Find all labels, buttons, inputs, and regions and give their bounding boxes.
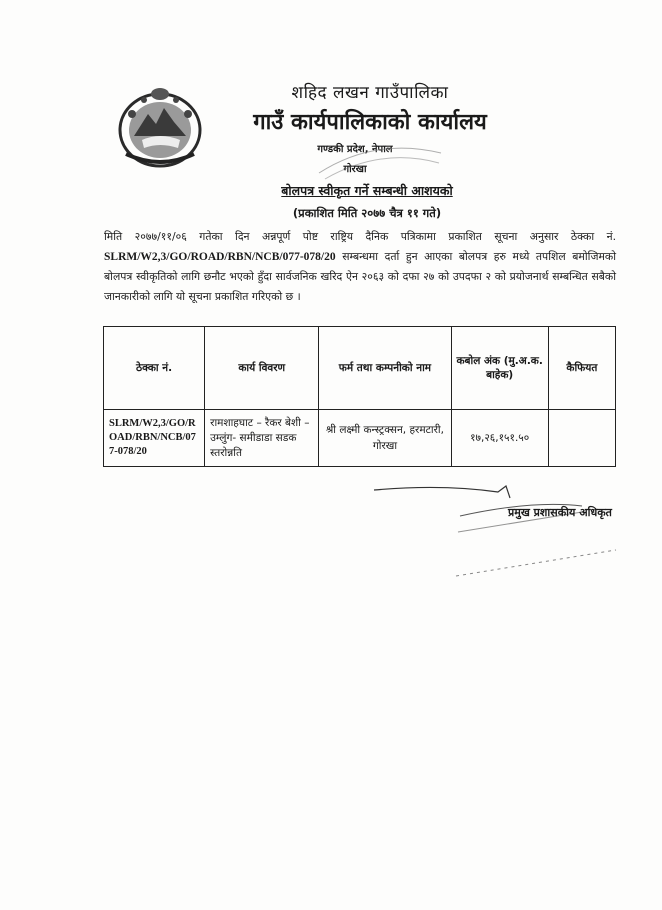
nepal-emblem-logo [112,84,208,172]
notice-body-start: मिति २०७७/११/०६ गतेका दिन अन्नपूर्ण पोष्ट राष्ट्रिय दैनिक पत्रिकामा प्रकाशित सूचना अनुसार ठेक्का नं. [104,230,616,243]
bid-table-header-row [104,327,616,410]
header-bid-amount: कबोल अंक (मु.अ.क. बाहेक) [451,327,548,410]
header-work-desc: कार्य विवरण [205,327,319,410]
header-contract-no: ठेक्का नं. [104,327,205,410]
header-firm-name: फर्म तथा कम्पनीको नाम [319,327,451,410]
signatory-title: प्रमुख प्रशासकीय अधिकृत [508,506,612,519]
province-line: गण्डकी प्रदेश, नेपाल [317,144,393,155]
cell-firm-name: श्री लक्ष्मी कन्स्ट्रक्सन, हरमटारी, गोरखा [319,410,451,467]
municipality-name: शहिद लखन गाउँपालिका [291,83,449,103]
cell-contract-no: SLRM/W2,3/GO/ROAD/RBN/NCB/077-078/20 [104,410,205,467]
notice-body [104,227,616,307]
notice-subject: बोलपत्र स्वीकृत गर्ने सम्बन्धी आशयको [281,183,453,198]
office-stamp-mark [315,133,445,181]
cell-work-desc: रामशाहघाट – रैकर बेशी – उम्लुंग- समीडाडा सडक स्तरोन्नति [205,410,319,467]
office-title: गाउँ कार्यपालिकाको कार्यालय [253,110,487,135]
published-date: (प्रकाशित मिति २०७७ चैत्र ११ गते) [292,206,442,220]
cell-bid-amount: १७,२६,१५१.५० [451,410,548,467]
district-line: गोरखा [343,164,367,175]
cell-remarks [548,410,615,467]
header-remarks: कैफियत [548,327,615,410]
table-row [104,410,616,467]
notice-body-end: सम्बन्धमा दर्ता हुन आएका बोलपत्र हरु मध्ये तपशिल बमोजिमको बोलपत्र स्वीकृतिको लागि छनौट भएको हुँदा सार्वजनिक खरिद ऐन २०६३ को दफा २७ को उपदफा २ को प्रयोजनार्थ सम्बन्धित सबैको जानकारीको लागि यो सूचना प्रकाशित गरिएको छ । [104,250,616,303]
bid-table [103,326,616,467]
contract-reference: SLRM/W2,3/GO/ROAD/RBN/NCB/077-078/20 [104,251,336,263]
signature-scribble [372,476,622,586]
